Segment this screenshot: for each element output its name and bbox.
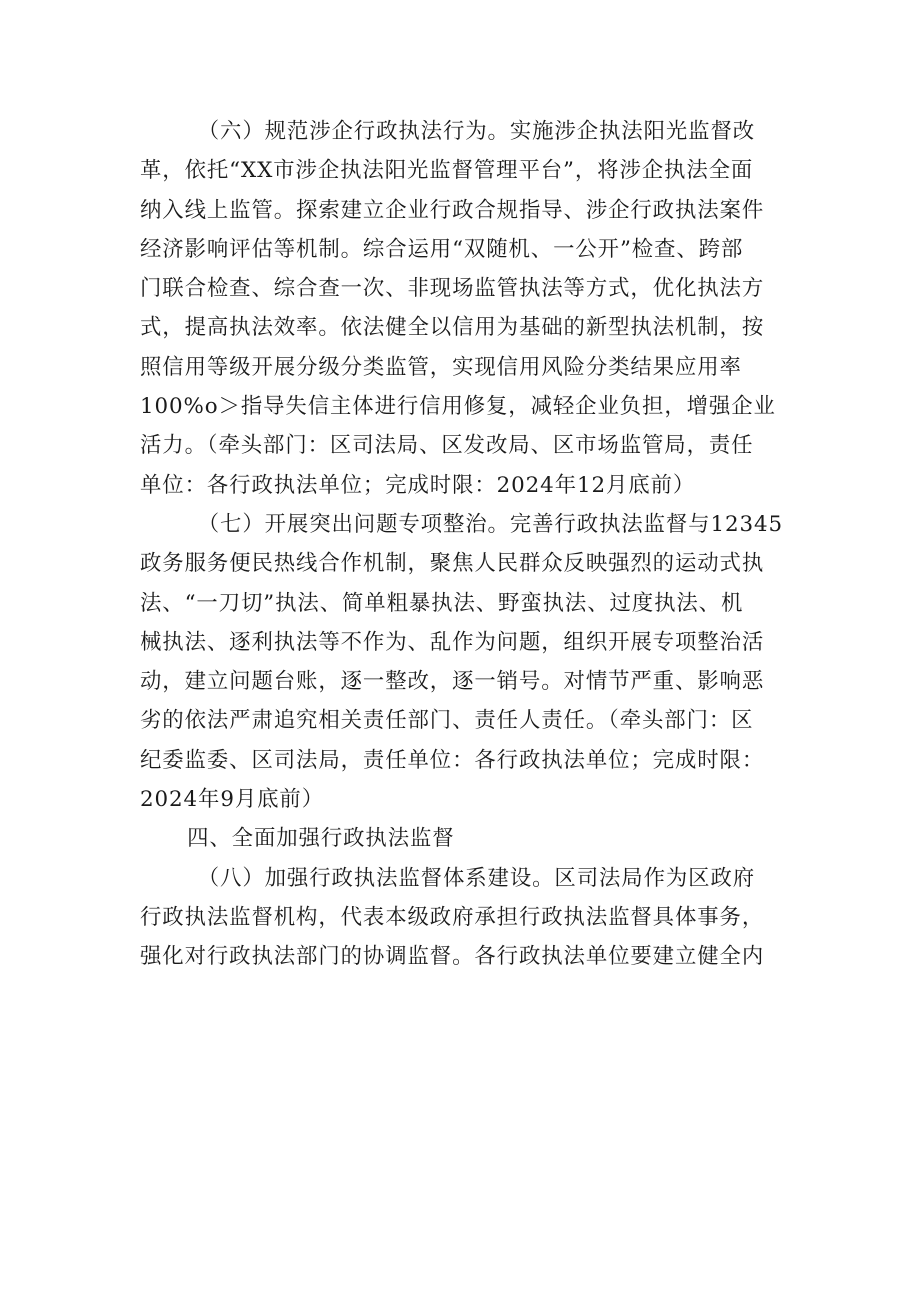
text-line: （七）开展突出问题专项整治。完善行政执法监督与12345 — [197, 511, 783, 537]
text-line: 纪委监委、区司法局，责任单位：各行政执法单位；完成时限： — [140, 747, 765, 773]
paragraph-7 — [140, 505, 790, 819]
text-line: 门联合检查、综合查一次、非现场监管执法等方式，优化执法方 — [140, 276, 765, 302]
text-line: 100%o＞指导失信主体进行信用修复，减轻企业负担，增强企业 — [140, 394, 776, 420]
text-line: 行政执法监督机构，代表本级政府承担行政执法监督具体事务， — [140, 904, 765, 930]
text-line: 纳入线上监管。探索建立企业行政合规指导、涉企行政执法案件 — [140, 197, 765, 223]
text-line: 式，提高执法效率。依法健全以信用为基础的新型执法机制，按 — [140, 315, 765, 341]
paragraph-6 — [140, 112, 790, 505]
text-line: 劣的依法严肃追究相关责任部门、责任人责任。（牵头部门：区 — [140, 708, 754, 734]
text-line: 单位：各行政执法单位；完成时限：2024年12月底前） — [140, 472, 696, 498]
text-line: 活力。（牵头部门：区司法局、区发改局、区市场监管局，责任 — [140, 433, 754, 459]
text-line: 械执法、逐利执法等不作为、乱作为问题，组织开展专项整治活 — [140, 629, 765, 655]
text-line: 强化对行政执法部门的协调监督。各行政执法单位要建立健全内 — [140, 944, 765, 970]
text-line: （八）加强行政执法监督体系建设。区司法局作为区政府 — [197, 865, 756, 891]
text-line: （六）规范涉企行政执法行为。实施涉企执法阳光监督改 — [197, 119, 756, 144]
text-line: 动，建立问题台账，逐一整改，逐一销号。对情节严重、影响恶 — [140, 669, 765, 695]
text-line: 经济影响评估等机制。综合运用“双随机、一公开”检查、跨部 — [140, 236, 744, 262]
text-line: 革，依托“XX市涉企执法阳光监督管理平台”，将涉企执法全面 — [140, 158, 754, 184]
section-heading-text: 四、全面加强行政执法监督 — [187, 826, 455, 852]
paragraph-8 — [140, 859, 790, 977]
text-line: 2024年9月底前） — [140, 787, 325, 813]
text-line: 照信用等级开展分级分类监管，实现信用风险分类结果应用率 — [140, 354, 742, 380]
text-line: 法、“一刀切”执法、简单粗暴执法、野蛮执法、过度执法、机 — [140, 590, 744, 616]
text-line: 政务服务便民热线合作机制，聚焦人民群众反映强烈的运动式执 — [140, 551, 765, 577]
section-heading — [140, 819, 790, 858]
document-page — [140, 112, 790, 977]
